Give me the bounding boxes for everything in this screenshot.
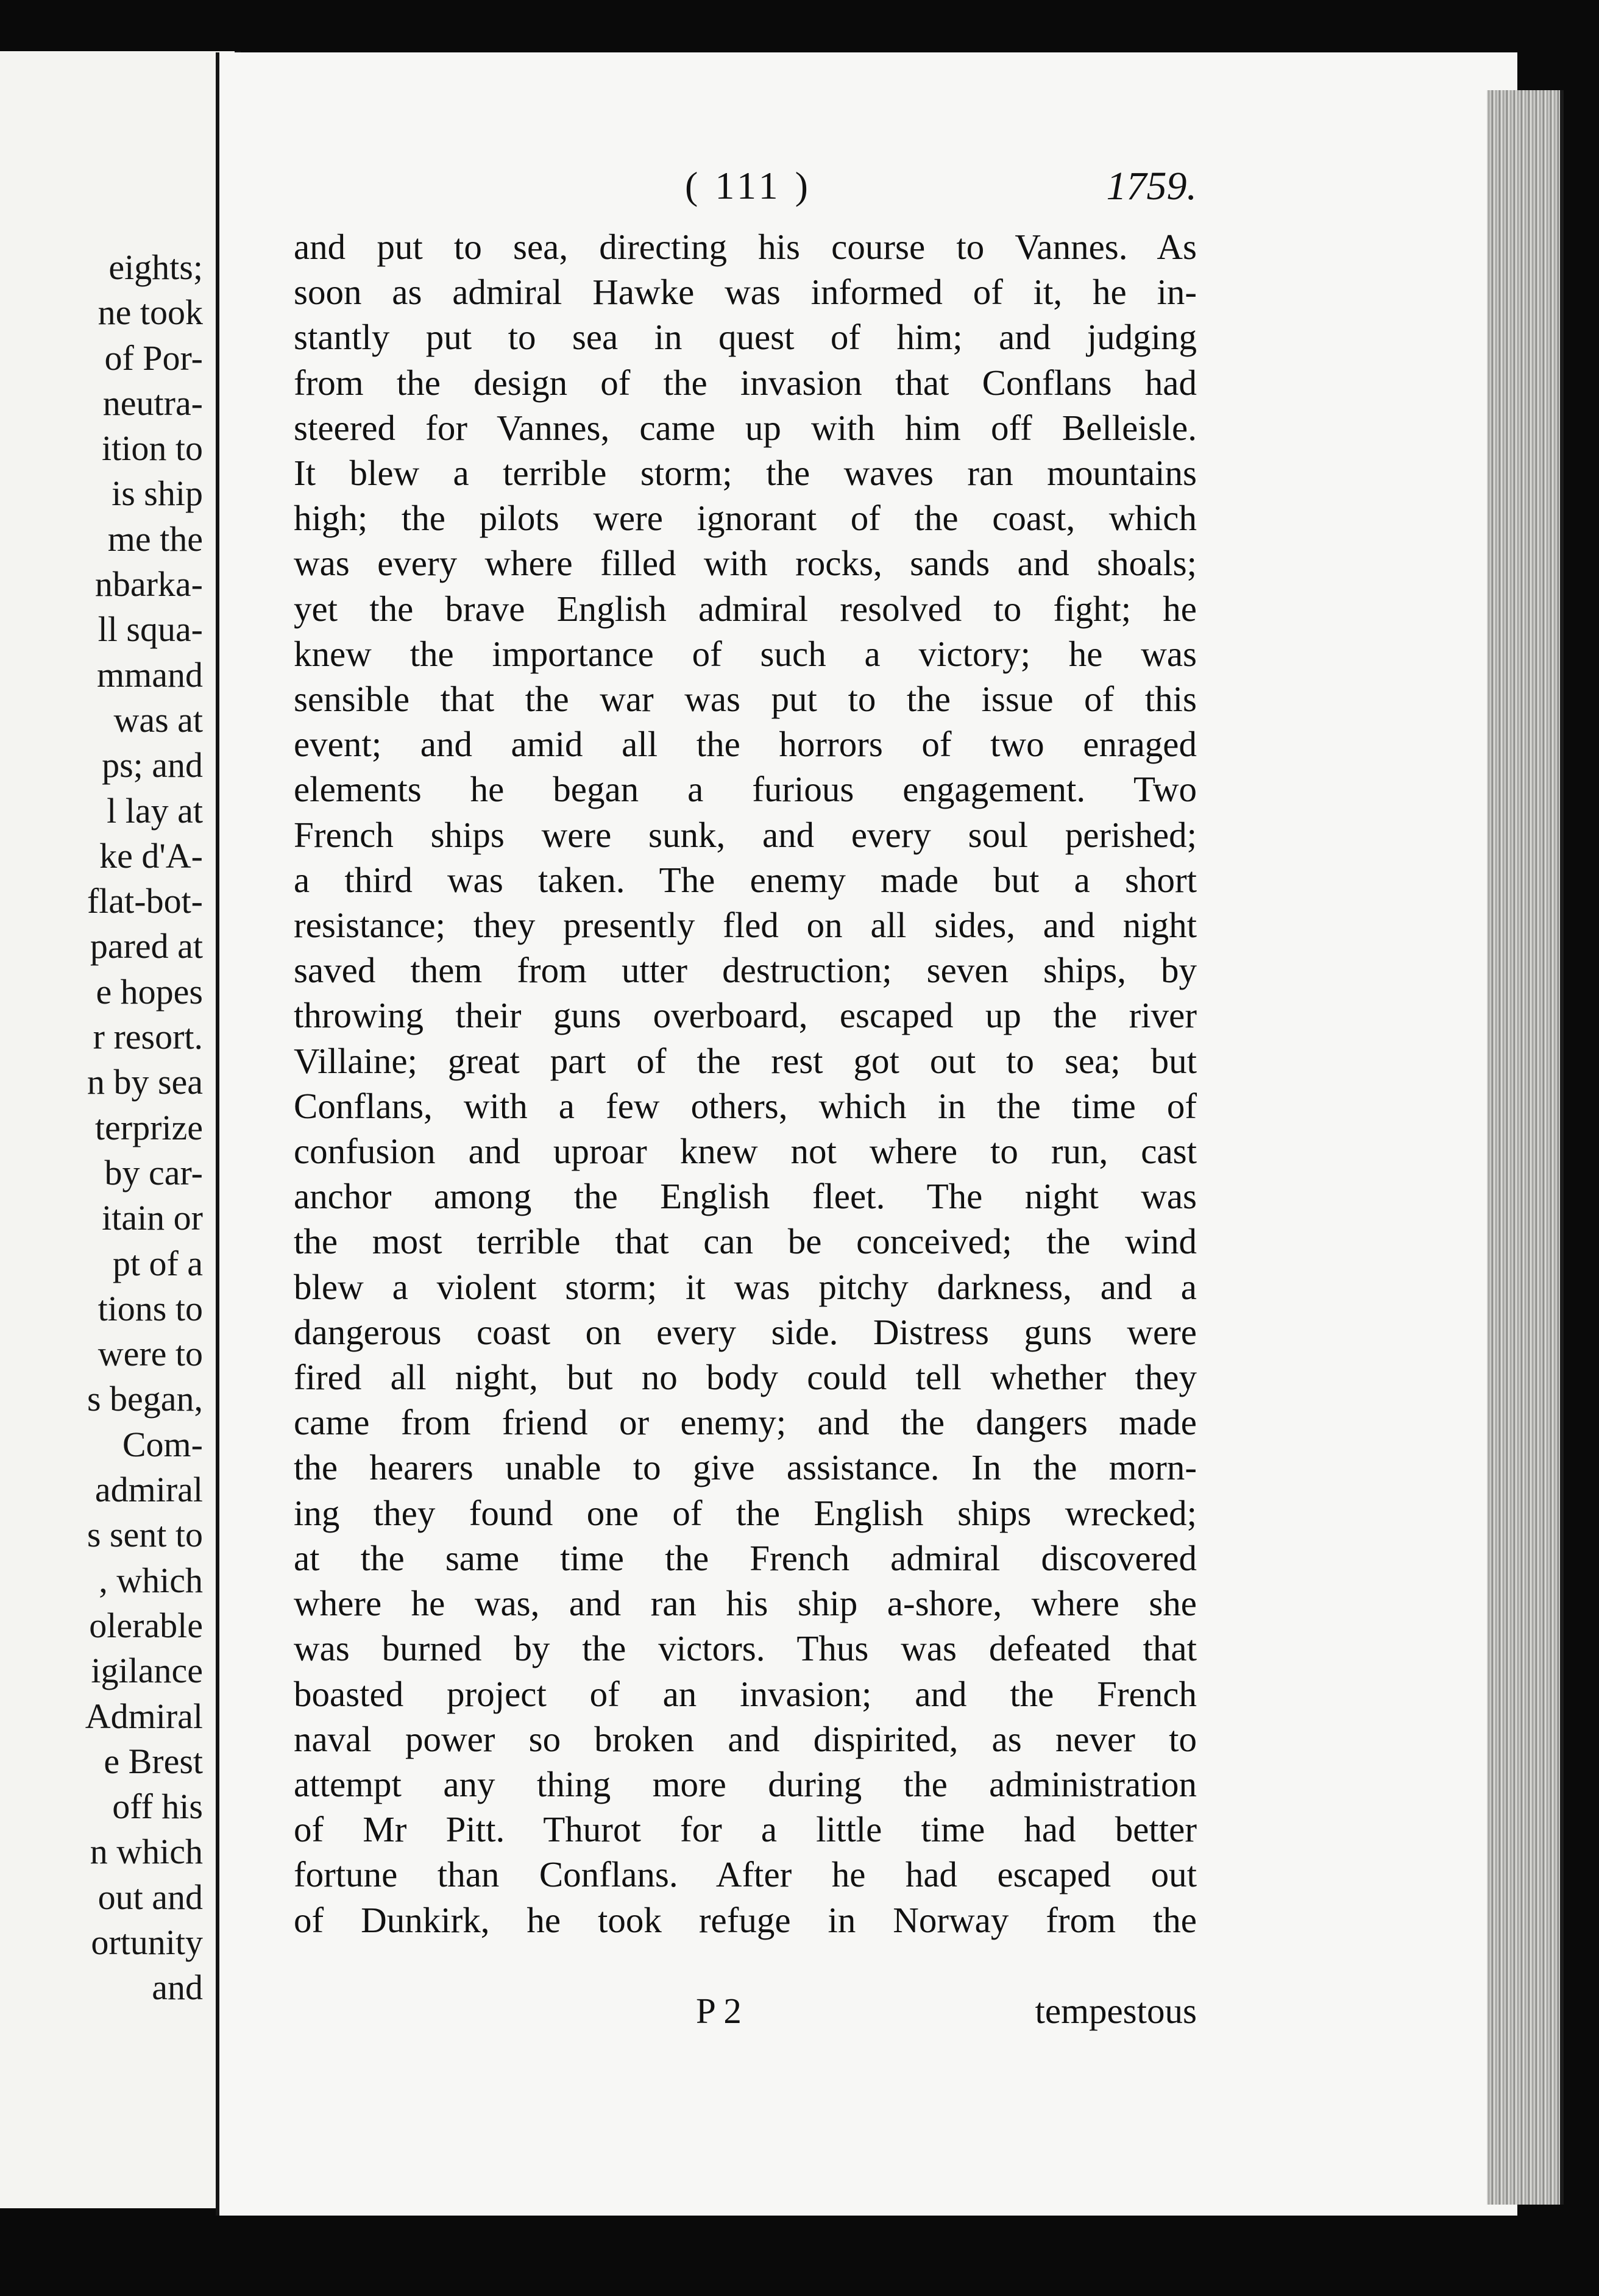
body-line: soon as admiral Hawke was informed of it, he in-: [294, 272, 1197, 313]
body-line: yet the brave English admiral resolved to fight; he: [294, 588, 1197, 629]
body-line: high; the pilots were ignorant of the coast, which: [294, 498, 1197, 539]
body-line: dangerous coast on every side. Distress guns were: [294, 1311, 1197, 1352]
left-line: terprize: [94, 1107, 203, 1147]
body-line: attempt any thing more during the administration: [294, 1763, 1197, 1804]
left-line: nbarka-: [94, 564, 203, 604]
body-text: [294, 224, 1197, 1943]
body-line: ing they found one of the English ships wrecked;: [294, 1492, 1197, 1533]
page-edge: [1487, 90, 1564, 2205]
left-line: neutra-: [102, 383, 203, 423]
left-line: was at: [113, 700, 203, 740]
body-line: French ships were sunk, and every soul perished;: [294, 814, 1197, 855]
body-line: sensible that the war was put to the issue of this: [294, 679, 1197, 720]
left-line: and: [152, 1968, 203, 2008]
left-line: Com-: [122, 1424, 203, 1464]
left-line: e Brest: [104, 1741, 203, 1781]
body-line: It blew a terrible storm; the waves ran mountains: [294, 453, 1197, 494]
left-line: pared at: [90, 926, 203, 966]
left-line: out and: [98, 1877, 203, 1917]
body-line: fortune than Conflans. After he had escaped out: [294, 1854, 1197, 1895]
left-line: s sent to: [87, 1515, 203, 1555]
body-line: of Dunkirk, he took refuge in Norway from the: [294, 1899, 1197, 1940]
signature-mark: P 2: [696, 1991, 742, 2031]
body-line: throwing their guns overboard, escaped up the river: [294, 995, 1197, 1036]
body-line: steered for Vannes, came up with him off Belleisle.: [294, 407, 1197, 448]
left-line: e hopes: [96, 971, 203, 1012]
left-line: igilance: [91, 1651, 203, 1691]
body-line: and put to sea, directing his course to Vannes. As: [294, 227, 1197, 267]
body-line: naval power so broken and dispirited, as never to: [294, 1718, 1197, 1759]
left-line: were to: [98, 1334, 203, 1374]
body-line: boasted project of an invasion; and the French: [294, 1673, 1197, 1714]
left-page: [0, 51, 241, 2208]
left-line: ll squa-: [98, 609, 203, 650]
left-line: s began,: [87, 1379, 203, 1419]
body-line: Villaine; great part of the rest got out to sea; but: [294, 1040, 1197, 1081]
left-line: tions to: [98, 1288, 203, 1328]
left-line: ition to: [102, 428, 203, 469]
left-line: mmand: [97, 654, 203, 695]
left-line: itain or: [102, 1198, 203, 1238]
body-line: Conflans, with a few others, which in the time of: [294, 1085, 1197, 1126]
left-line: off his: [112, 1787, 203, 1827]
body-line: where he was, and ran his ship a-shore, where she: [294, 1583, 1197, 1624]
body-line: stantly put to sea in quest of him; and judging: [294, 317, 1197, 358]
page-header: [216, 163, 1197, 212]
body-line: came from friend or enemy; and the dangers made: [294, 1402, 1197, 1443]
body-line: a third was taken. The enemy made but a short: [294, 859, 1197, 900]
left-line: n which: [90, 1832, 203, 1872]
body-line: confusion and uproar knew not where to run, cast: [294, 1131, 1197, 1172]
catchword: tempestous: [1035, 1991, 1197, 2031]
left-line: olerable: [89, 1605, 203, 1645]
left-line: by car-: [104, 1152, 203, 1192]
body-line: fired all night, but no body could tell whether they: [294, 1357, 1197, 1398]
left-line: me the: [107, 519, 203, 559]
body-line: event; and amid all the horrors of two enraged: [294, 724, 1197, 765]
left-line: pt of a: [112, 1243, 203, 1283]
left-line: of Por-: [104, 338, 203, 378]
left-line: ke d'A-: [99, 835, 203, 876]
body-line: resistance; they presently fled on all sides, and night: [294, 905, 1197, 946]
body-line: from the design of the invasion that Conflans had: [294, 362, 1197, 403]
left-line: admiral: [94, 1470, 203, 1510]
body-line: knew the importance of such a victory; he was: [294, 633, 1197, 674]
left-line: , which: [99, 1560, 203, 1600]
body-line: of Mr Pitt. Thurot for a little time had better: [294, 1809, 1197, 1850]
page-footer: [294, 1990, 1197, 2039]
body-line: anchor among the English fleet. The night was: [294, 1176, 1197, 1217]
left-line: ps; and: [102, 745, 203, 785]
left-line: flat-bot-: [87, 881, 203, 921]
left-line: eights;: [108, 247, 203, 287]
left-page-text: [0, 245, 203, 2011]
left-line: Admiral: [85, 1696, 203, 1736]
left-line: is ship: [112, 473, 203, 514]
left-line: l lay at: [107, 790, 203, 831]
left-line: ortunity: [91, 1922, 203, 1962]
body-line: elements he began a furious engagement. Two: [294, 769, 1197, 810]
left-line: ne took: [98, 292, 203, 333]
body-line: was burned by the victors. Thus was defeated that: [294, 1628, 1197, 1669]
running-year: 1759.: [1106, 164, 1197, 208]
body-line: at the same time the French admiral discovered: [294, 1537, 1197, 1578]
body-line: saved them from utter destruction; seven ships, by: [294, 950, 1197, 991]
body-line: the hearers unable to give assistance. In the morn-: [294, 1447, 1197, 1488]
body-line: the most terrible that can be conceived; the wind: [294, 1221, 1197, 1262]
left-line: r resort.: [93, 1017, 203, 1057]
page-number: ( 111 ): [685, 164, 812, 207]
body-line: was every where filled with rocks, sands and shoals;: [294, 543, 1197, 584]
body-line: blew a violent storm; it was pitchy darkness, and a: [294, 1266, 1197, 1307]
left-line: n by sea: [87, 1062, 203, 1102]
